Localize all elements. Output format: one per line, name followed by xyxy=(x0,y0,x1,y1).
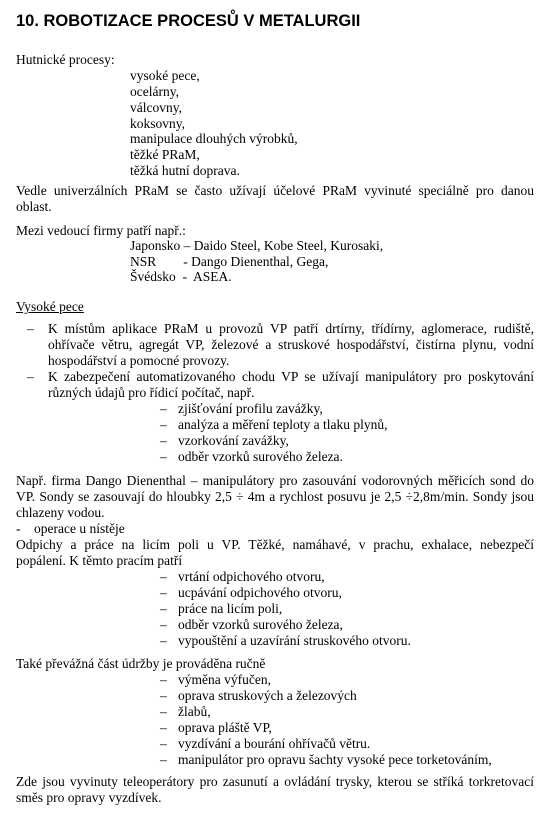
operace-line: - operace u nístěje xyxy=(16,521,125,536)
sub-dash: – xyxy=(160,417,167,432)
firmy-row: Švédsko - ASEA. xyxy=(130,269,232,284)
sub-item: vrtání odpichového otvoru, xyxy=(178,569,325,584)
bullet-line: hospodářství a pomocné provozy. xyxy=(48,353,230,368)
paragraph-line: chlazeny vodou. xyxy=(16,505,105,520)
hutnicke-item: manipulace dlouhých výrobků, xyxy=(130,131,298,146)
sub-dash: – xyxy=(160,433,167,448)
paragraph-line: směs pro opravy vyzdívek. xyxy=(16,790,162,805)
sub-item: odběr vzorků surového železa, xyxy=(178,617,343,632)
bullet-line: různých údajů pro řídicí počítač, např. xyxy=(48,385,255,400)
sub-dash: – xyxy=(160,401,167,416)
sub-item: oprava struskových a železových xyxy=(178,688,357,703)
sub-item: práce na licím poli, xyxy=(178,601,283,616)
sub-item: ucpávání odpichového otvoru, xyxy=(178,585,342,600)
paragraph-line: popálení. K těmto pracím patří xyxy=(16,553,183,568)
firmy-heading: Mezi vedoucí firmy patří např.: xyxy=(16,223,186,238)
sub-item: zjišťování profilu zavážky, xyxy=(178,401,323,416)
paragraph-line: Např. firma Dango Dienenthal – manipulátory pro zasouvání vodorovných měřicích sond do xyxy=(16,473,534,488)
hutnicke-item: vysoké pece, xyxy=(130,68,200,83)
section-heading: Vysoké pece xyxy=(16,299,84,314)
page-title: 10. ROBOTIZACE PROCESŮ V METALURGII xyxy=(16,12,361,30)
hutnicke-item: koksovny, xyxy=(130,116,186,131)
sub-item: odběr vzorků surového železa. xyxy=(178,449,343,464)
sub-item: výměna výfučen, xyxy=(178,672,271,687)
sub-dash: – xyxy=(160,569,167,584)
sub-dash: – xyxy=(160,736,167,751)
hutnicke-item: válcovny, xyxy=(130,100,182,115)
sub-dash: – xyxy=(160,633,167,648)
sub-dash: – xyxy=(160,720,167,735)
sub-dash: – xyxy=(160,617,167,632)
sub-dash: – xyxy=(160,752,167,767)
bullet-dash: – xyxy=(27,369,34,384)
sub-dash: – xyxy=(160,672,167,687)
bullet-dash: – xyxy=(27,321,34,336)
sub-item: vyzdívání a bourání ohřívačů větru. xyxy=(178,736,371,751)
hutnicke-item: těžké PRaM, xyxy=(130,147,200,162)
sub-dash: – xyxy=(160,704,167,719)
sub-item: vypouštění a uzavírání struskového otvoru. xyxy=(178,633,411,648)
sub-item: žlabů, xyxy=(178,704,211,719)
paragraph-line: Vedle univerzálních PRaM se často užívají účelové PRaM vyvinuté speciálně pro danou xyxy=(16,183,534,198)
sub-item: manipulátor pro opravu šachty vysoké pece torketováním, xyxy=(178,752,492,767)
sub-dash: – xyxy=(160,601,167,616)
hutnicke-heading: Hutnické procesy: xyxy=(16,52,115,67)
paragraph-line: Zde jsou vyvinuty teleoperátory pro zasunutí a ovládání trysky, kterou se stříká torkretovací xyxy=(16,774,534,789)
hutnicke-item: těžká hutní doprava. xyxy=(130,163,240,178)
sub-dash: – xyxy=(160,688,167,703)
firmy-row: NSR - Dango Dienenthal, Gega, xyxy=(130,254,329,269)
bullet-line: ohřívače větru, agregát VP, železové a struskové hospodářství, čistírna plynu, vodní xyxy=(48,337,534,352)
sub-dash: – xyxy=(160,449,167,464)
sub-dash: – xyxy=(160,585,167,600)
sub-item: vzorkování zavážky, xyxy=(178,433,289,448)
paragraph-line: VP. Sondy se zasouvají do hloubky 2,5 ÷ 4m a rychlost posuvu je 2,5 ÷2,8m/min. Sondy jsou xyxy=(16,489,534,504)
paragraph-line: Také převážná část údržby je prováděna ručně xyxy=(16,656,266,671)
firmy-row: Japonsko – Daido Steel, Kobe Steel, Kurosaki, xyxy=(130,238,384,253)
bullet-line: K zabezpečení automatizovaného chodu VP se užívají manipulátory pro poskytování xyxy=(48,369,534,384)
hutnicke-item: ocelárny, xyxy=(130,84,179,99)
sub-item: analýza a měření teploty a tlaku plynů, xyxy=(178,417,388,432)
paragraph-line: Odpichy a práce na licím poli u VP. Těžké, namáhavé, v prachu, exhalace, nebezpečí xyxy=(16,537,534,552)
bullet-line: K místům aplikace PRaM u provozů VP patří drtírny, třídírny, aglomerace, rudiště, xyxy=(48,321,534,336)
sub-item: oprava pláště VP, xyxy=(178,720,272,735)
paragraph-line: oblast. xyxy=(16,199,52,214)
